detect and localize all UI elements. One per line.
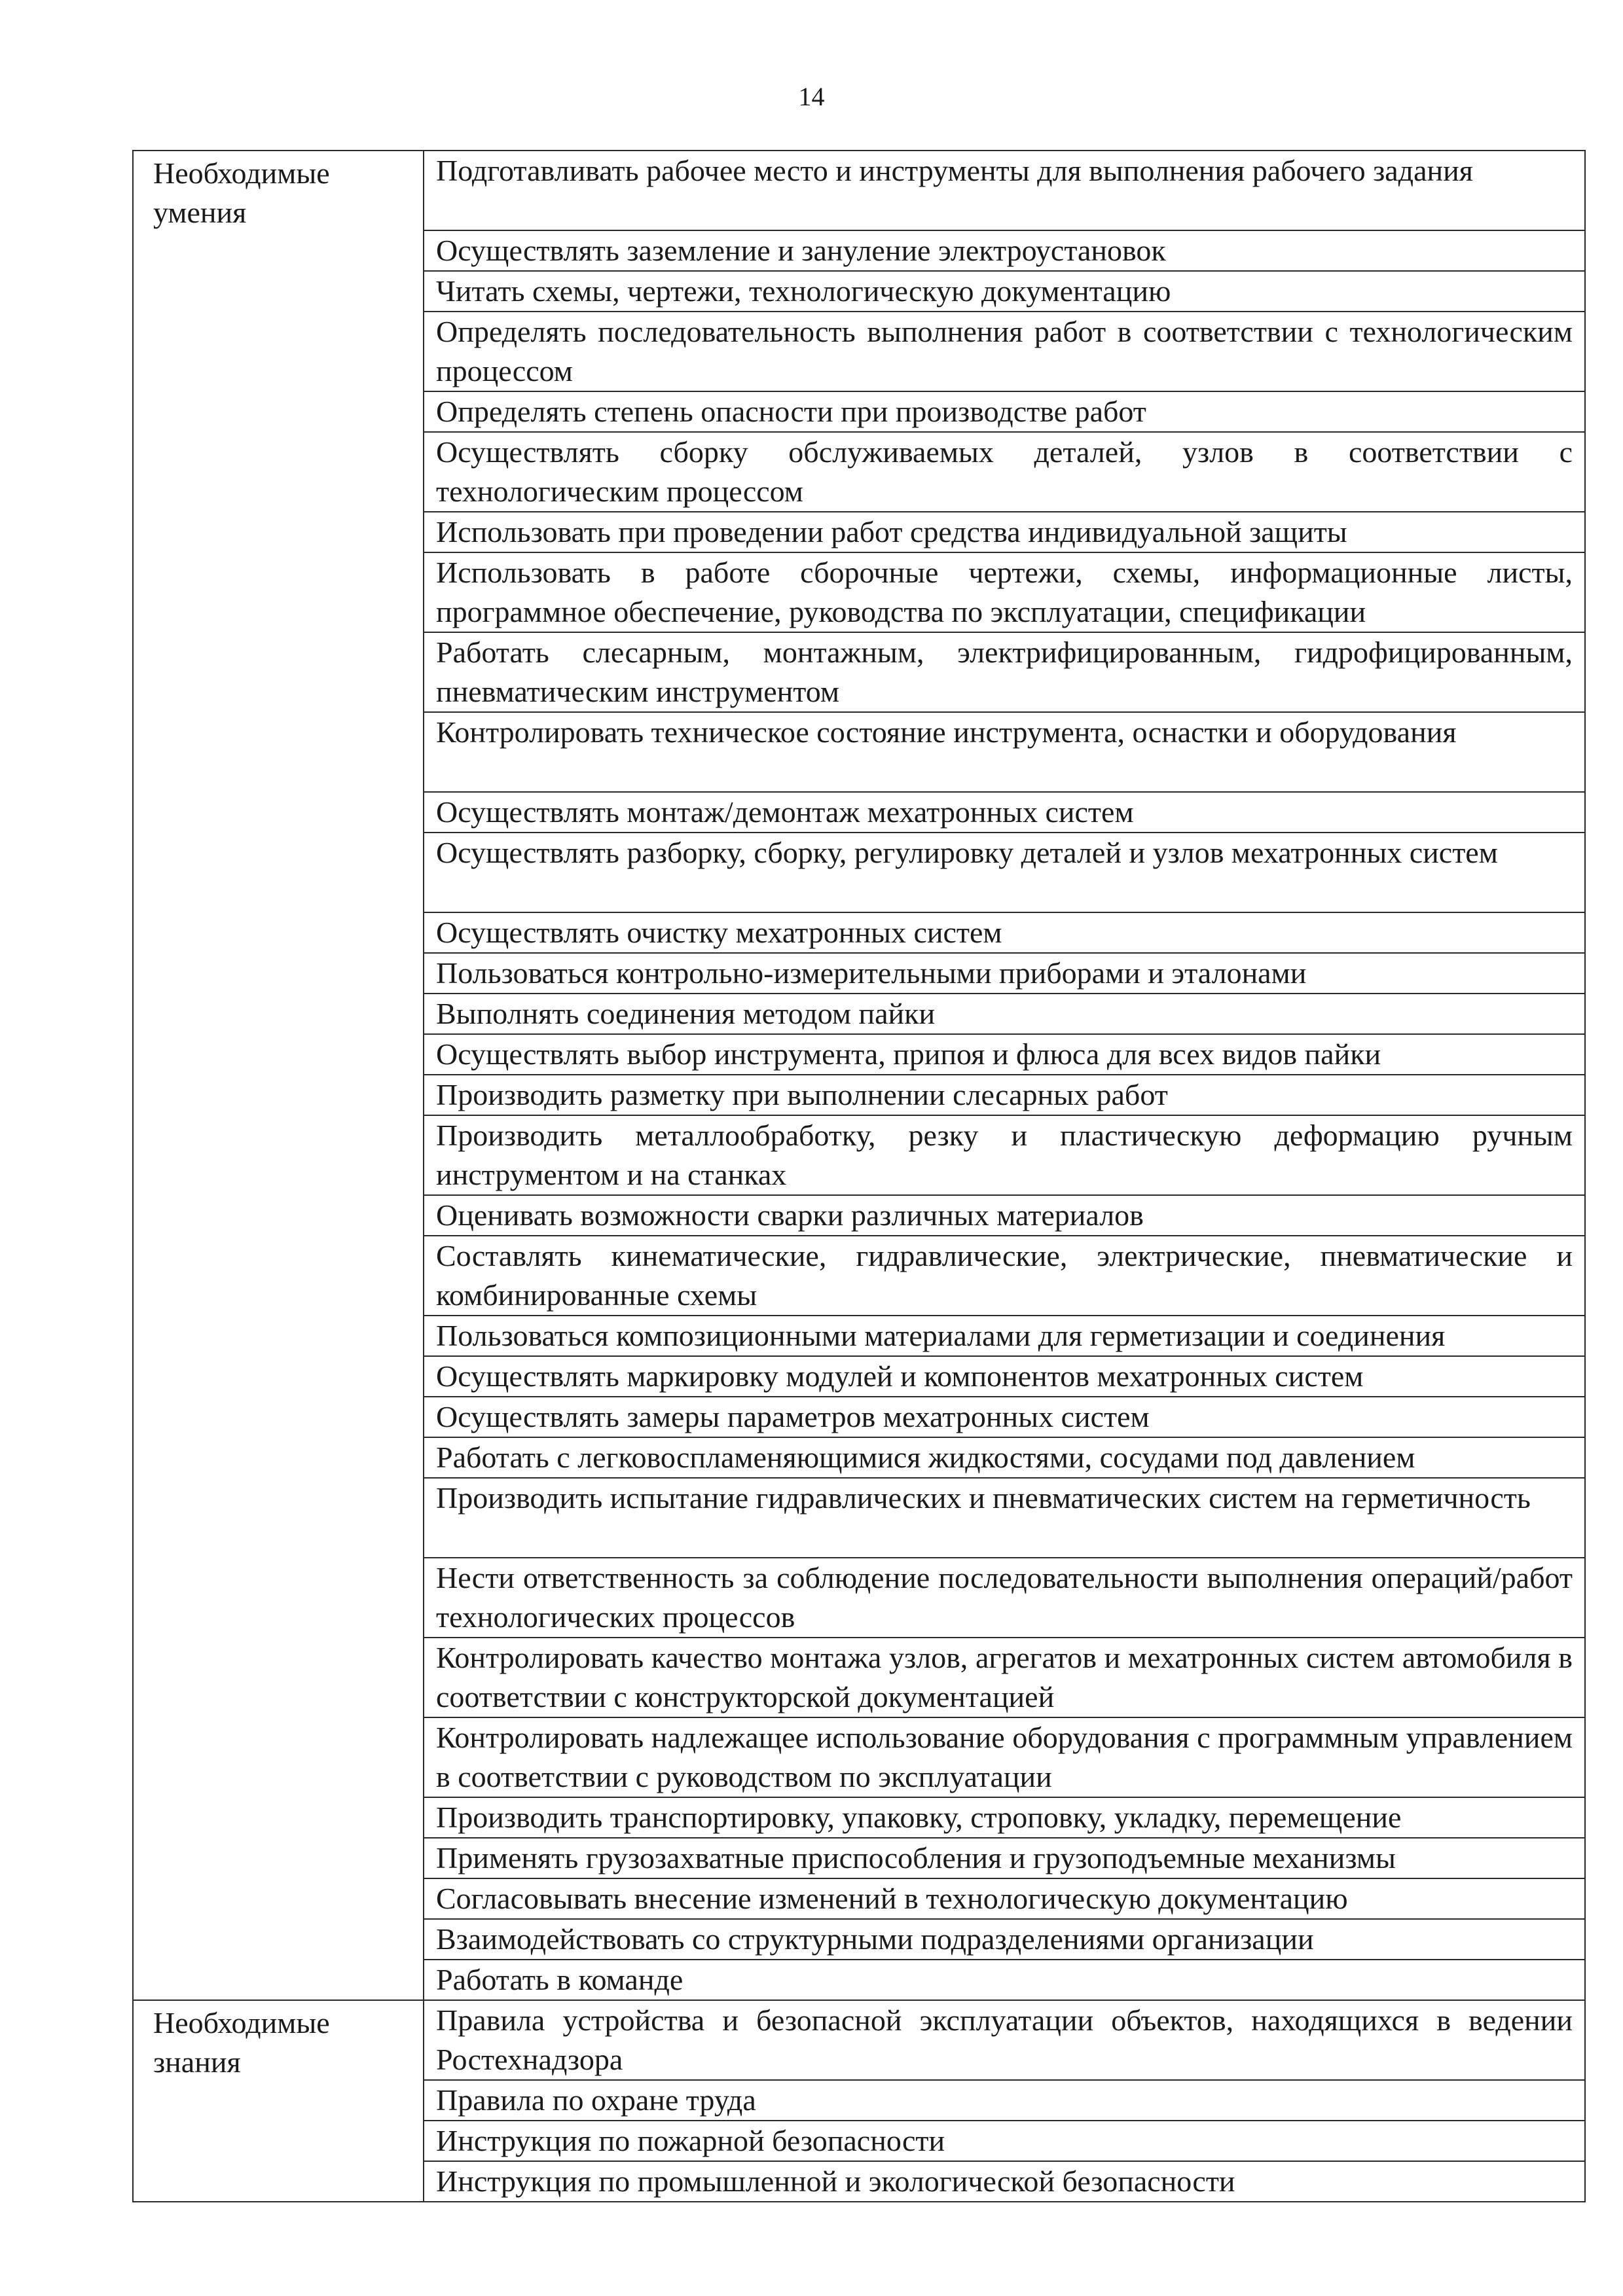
- requirement-cell: Использовать при проведении работ средства индивидуальной защиты: [424, 512, 1585, 552]
- requirement-cell: Взаимодействовать со структурными подразделениями организации: [424, 1919, 1585, 1960]
- requirement-cell: Осуществлять маркировку модулей и компонентов мехатронных систем: [424, 1356, 1585, 1397]
- requirement-cell: Применять грузозахватные приспособления и грузоподъемные механизмы: [424, 1838, 1585, 1878]
- requirement-cell: Контролировать техническое состояние инструмента, оснастки и оборудования: [424, 712, 1585, 792]
- requirement-cell: Пользоваться композиционными материалами для герметизации и соединения: [424, 1316, 1585, 1356]
- requirement-cell: Использовать в работе сборочные чертежи, схемы, информационные листы, программное обеспечение, руководства по эксплуатации, спецификации: [424, 552, 1585, 632]
- table-row: [133, 151, 1585, 230]
- requirement-cell: Осуществлять разборку, сборку, регулировку деталей и узлов мехатронных систем: [424, 833, 1585, 912]
- requirement-cell: Инструкция по пожарной безопасности: [424, 2121, 1585, 2161]
- requirement-cell: Работать с легковоспламеняющимися жидкостями, сосудами под давлением: [424, 1437, 1585, 1478]
- category-cell: Необходимые знания: [133, 2000, 424, 2202]
- category-cell: Необходимые умения: [133, 151, 424, 2000]
- requirement-cell: Осуществлять замеры параметров мехатронных систем: [424, 1397, 1585, 1437]
- requirement-cell: Контролировать надлежащее использование оборудования с программным управлением в соответствии с руководством по эксплуатации: [424, 1717, 1585, 1797]
- requirement-cell: Производить разметку при выполнении слесарных работ: [424, 1075, 1585, 1115]
- requirement-cell: Составлять кинематические, гидравлические, электрические, пневматические и комбинированные схемы: [424, 1236, 1585, 1316]
- requirement-cell: Осуществлять очистку мехатронных систем: [424, 912, 1585, 953]
- requirement-cell: Читать схемы, чертежи, технологическую документацию: [424, 271, 1585, 312]
- requirement-cell: Согласовывать внесение изменений в технологическую документацию: [424, 1878, 1585, 1919]
- requirement-cell: Производить испытание гидравлических и пневматических систем на герметичность: [424, 1478, 1585, 1558]
- requirements-table: [132, 150, 1586, 2202]
- requirement-cell: Оценивать возможности сварки различных материалов: [424, 1195, 1585, 1236]
- requirement-cell: Осуществлять монтаж/демонтаж мехатронных систем: [424, 792, 1585, 833]
- requirement-cell: Осуществлять выбор инструмента, припоя и флюса для всех видов пайки: [424, 1034, 1585, 1075]
- requirement-cell: Осуществлять заземление и зануление электроустановок: [424, 230, 1585, 271]
- requirement-cell: Правила по охране труда: [424, 2080, 1585, 2121]
- requirement-cell: Контролировать качество монтажа узлов, агрегатов и мехатронных систем автомобиля в соответствии с конструкторской документацией: [424, 1638, 1585, 1717]
- requirements-table-body: [133, 151, 1585, 2202]
- requirement-cell: Производить транспортировку, упаковку, строповку, укладку, перемещение: [424, 1797, 1585, 1838]
- requirement-cell: Подготавливать рабочее место и инструменты для выполнения рабочего задания: [424, 151, 1585, 230]
- requirement-cell: Инструкция по промышленной и экологической безопасности: [424, 2161, 1585, 2202]
- requirement-cell: Нести ответственность за соблюдение последовательности выполнения операций/работ технологических процессов: [424, 1558, 1585, 1638]
- requirement-cell: Пользоваться контрольно-измерительными приборами и эталонами: [424, 953, 1585, 994]
- requirement-cell: Работать в команде: [424, 1960, 1585, 2000]
- requirement-cell: Определять последовательность выполнения работ в соответствии с технологическим процессом: [424, 312, 1585, 391]
- table-row: [133, 2000, 1585, 2080]
- page-number: 14: [798, 82, 825, 111]
- requirement-cell: Осуществлять сборку обслуживаемых деталей, узлов в соответствии с технологическим процессом: [424, 432, 1585, 512]
- requirement-cell: Правила устройства и безопасной эксплуатации объектов, находящихся в ведении Ростехнадзора: [424, 2000, 1585, 2080]
- requirement-cell: Работать слесарным, монтажным, электрифицированным, гидрофицированным, пневматическим инструментом: [424, 632, 1585, 712]
- requirement-cell: Выполнять соединения методом пайки: [424, 994, 1585, 1034]
- requirement-cell: Определять степень опасности при производстве работ: [424, 391, 1585, 432]
- requirement-cell: Производить металлообработку, резку и пластическую деформацию ручным инструментом и на станках: [424, 1115, 1585, 1195]
